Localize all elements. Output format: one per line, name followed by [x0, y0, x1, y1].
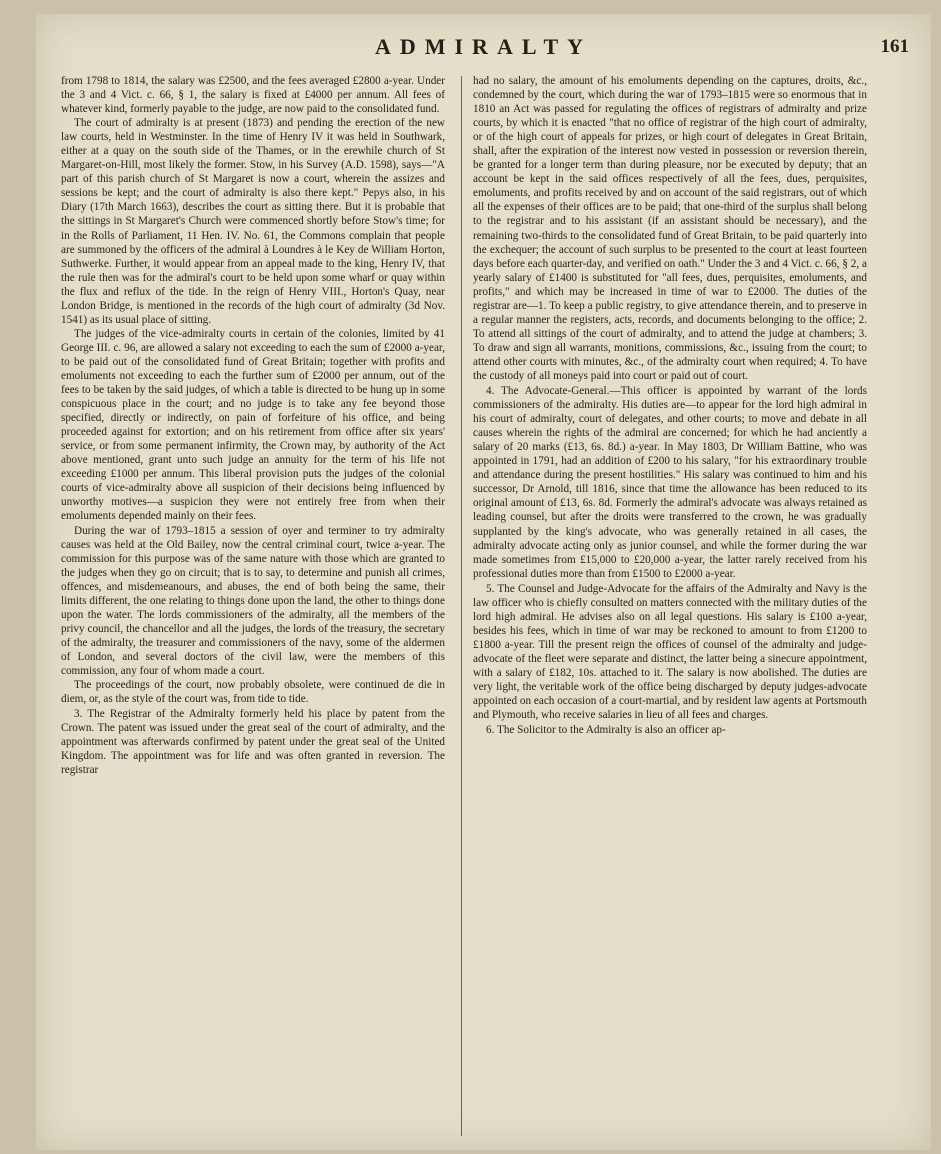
right-paragraph-1: had no salary, the amount of his emoluments depending on the captures, droits, &c., condemned by the court, which during the war of 1793–1815 were so enormous that in 1810 an Act was passed for regulating the offices of registrars of admiralty and prize courts, by which it is enacted "that no office of registrar of the high court of admiralty, or of the high court of appeals for prizes, or high court of delegates in Great Britain, shall, after the expiration of the interest now vested in possession or reversion therein, be granted for a longer term than during pleasure, nor be executed by deputy; that an account be kept in the said offices respectively of all the fees, dues, perquisites, emoluments, and profits received by and on account of the said registrars, out of which all the expenses of their offices are to be paid; that one-third of the surplus shall belong to the registrar and to his assistant (if an assistant should be necessary), and the remaining two-thirds to the consolidated fund of Great Britain, to be paid quarterly into the exchequer; the account of such surplus to be presented to the court at least fourteen days before each quarter-day, and verified on oath." Under the 3 and 4 Vict. c. 66, § 2, a yearly salary of £1400 is substituted for "all fees, dues, perquisites, emoluments, and profits," and which may be increased in time of war to £2000. The duties of the registrar are—1. To keep a public registry, to give attendance therein, and to preserve in a regular manner the registers, acts, records, and documents belonging to the office; 2. To attend all sittings of the court of admiralty, and to attend the judge at chambers; 3. To draw and sign all warrants, monitions, commissions, &c., issuing from the court; to attend other courts with minutes, &c., of the admiralty court when required; 4. To have the custody of all moneys paid into court or paid out of court. [473, 75, 867, 382]
right-paragraph-3: 5. The Counsel and Judge-Advocate for the affairs of the Admiralty and Navy is the law officer who is chiefly consulted on matters connected with the military duties of the lord high admiral. He advises also on all legal questions. His salary is £100 a-year, besides his fees, which in time of war may be reckoned to amount to from £1200 to £1800 a-year. Till the present reign the offices of counsel of the admiralty and judge-advocate of the fleet were separate and distinct, the latter being a sinecure appointment, with a salary of £182, 10s. attached to it. The salary is now abolished. The duties are very light, the veritable work of the office being discharged by deputy judges-advocate appointed on each occasion of a court-martial, and by resident law agents at Portsmouth and Plymouth, who receive salaries in lieu of all fees and charges. [473, 582, 867, 722]
page-number: 161 [880, 36, 909, 57]
right-paragraph-2: 4. The Advocate-General.—This officer is appointed by warrant of the lords commissioners of the admiralty. His duties are—to appear for the lord high admiral in his court of admiralty, court of delegates, and other courts; to move and debate in all causes wherein the rights of the admiral are concerned; for which he had anciently a salary of 20 marks (£13, 6s. 8d.) a-year. In May 1803, Dr William Battine, who was appointed in 1791, had an addition of £200 to his salary, "for his extraordinary trouble and attendance during the present hostilities." His salary was continued to him and his successor, Dr Arnold, till 1816, since that time the allowance has been reduced to its original amount of £13, 6s. 8d. Formerly the admiral's advocate was always retained as leading counsel, but after the droits were transferred to the crown, he was gradually supplanted by the king's advocate, who was generally retained in all cases, the admiralty advocate acting only as junior counsel, and while the former during the war made sometimes from £15,000 to £20,000 a-year, the latter rarely received from his professional duties more than from £1500 to £2000 a-year. [473, 385, 867, 580]
left-column [61, 74, 445, 777]
left-paragraph-4: During the war of 1793–1815 a session of oyer and terminer to try admiralty causes was held at the Old Bailey, now the central criminal court, twice a-year. The commission for this purpose was of the same nature with those which are granted to the judges when they go on circuit; that is to say, to determine and punish all crimes, offences, and misdemeanours, and abuses, the end of both being the same, their limits different, the one relating to things done upon the land, the other to things done upon the water. The lords commissioners of the admiralty, all the members of the privy council, the chancellor and all the judges, the lords of the treasury, the secretary of the admiralty, the treasurer and commissioners of the navy, some of the aldermen of London, and several doctors of the civil law, were the members of this commission, any four of whom made a court. [61, 524, 445, 677]
left-paragraph-1: from 1798 to 1814, the salary was £2500, and the fees averaged £2800 a-year. Under the 3 and 4 Vict. c. 66, § 1, the salary is fixed at £4000 per annum. All fees of whatever kind, formerly payable to the judge, are now paid to the consolidated fund. [61, 75, 445, 116]
running-head: ADMIRALTY [374, 34, 593, 59]
right-paragraph-4: 6. The Solicitor to the Admiralty is also an officer ap- [486, 724, 726, 737]
book-page [36, 14, 931, 1150]
left-paragraph-5: The proceedings of the court, now probably obsolete, were continued de die in diem, or, as the style of the court was, from tide to tide. [61, 679, 445, 706]
column-divider [461, 76, 462, 1136]
left-paragraph-3: The judges of the vice-admiralty courts in certain of the colonies, limited by 41 George III. c. 96, are allowed a salary not exceeding to each the sum of £2000 a-year, to be paid out of the consolidated fund of Great Britain; together with profits and emoluments not exceeding to each the further sum of £2000 per annum, out of the fees to be taken by the said judges, of which a table is directed to be hung up in some conspicuous place in the court; and no judge is to take any fee beyond those specified, directly or indirectly, on pain of forfeiture of his office, and being proceeded against for extortion; and on his retirement from office after six years' service, or from some permanent infirmity, the Crown may, by authority of the Act above mentioned, grant unto such judge an annuity for the term of his life not exceeding £1000 per annum. This liberal provision puts the judges of the colonial courts of vice-admiralty above all suspicion of their decisions being influenced by unworthy motives—a suspicion they were not entirely free from when their emoluments depended mainly on their fees. [61, 327, 445, 523]
page-header [36, 34, 931, 64]
left-paragraph-6: 3. The Registrar of the Admiralty formerly held his place by patent from the Crown. The patent was issued under the great seal of the court of admiralty, and the appointment was afterwards confirmed by patent under the great seal of the United Kingdom. The appointment was for life and was often granted in reversion. The registrar [61, 708, 445, 777]
right-column [473, 74, 867, 737]
left-paragraph-2: The court of admiralty is at present (1873) and pending the erection of the new law courts, held in Westminster. In the time of Henry IV it was held in Southwark, either at a quay on the south side of the Thames, or in the erewhile church of St Margaret-on-Hill, most likely the former. Stow, in his Survey (A.D. 1598), says—"A part of this parish church of St Margaret is now a court, wherein the assizes and sessions be kept; and the court of admiralty is also there kept." Pepys also, in his Diary (17th March 1663), describes the court as sitting there. But it is probable that the sittings in St Margaret's Church were commenced shortly before Stow's time; for in the Rolls of Parliament, 11 Hen. IV. No. 61, the Commons complain that people are summoned by the officers of the admiral à Loundres à le Key de William Horton, Suthwerke. Further, it would appear from an appeal made to the king, Henry IV, that the rule then was for the admiral's court to be held upon some wharf or quay within the flux and reflux of the tide. In the reign of Henry VIII., Horton's Quay, near London Bridge, is mentioned in the records of the high court of admiralty (3d Nov. 1541) as its usual place of sitting. [61, 117, 445, 326]
